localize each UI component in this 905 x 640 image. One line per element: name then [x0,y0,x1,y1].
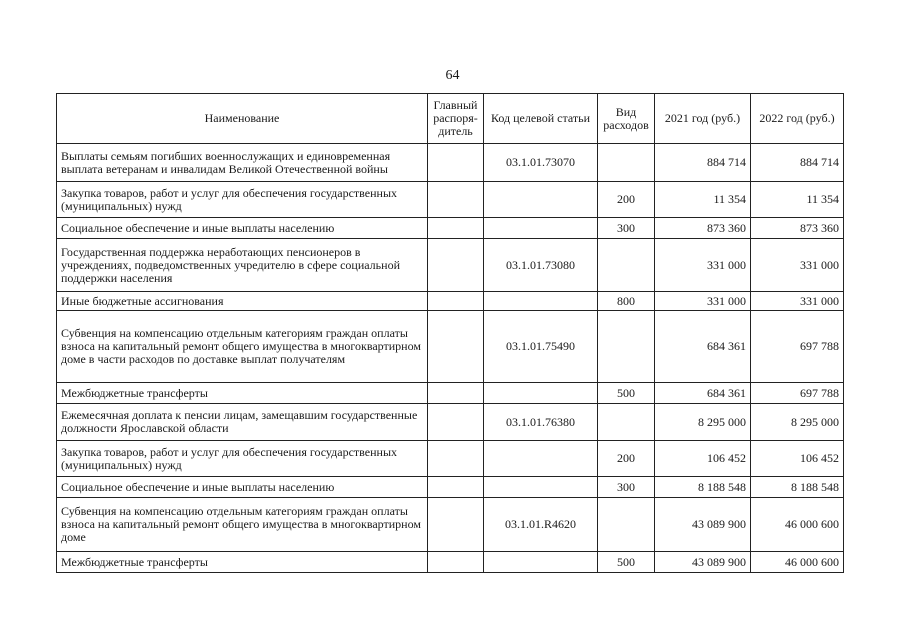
row-manager [428,311,484,383]
row-amount-2022: 331 000 [751,239,844,292]
row-amount-2021: 106 452 [655,441,751,477]
header-2022: 2022 год (руб.) [751,94,844,144]
row-amount-2021: 684 361 [655,383,751,404]
row-name: Иные бюджетные ассигнования [57,292,428,311]
row-manager [428,383,484,404]
row-manager [428,292,484,311]
row-name: Закупка товаров, работ и услуг для обеспечения государственных (муниципальных) нужд [57,182,428,218]
row-code: 03.1.01.75490 [484,311,598,383]
row-type: 500 [598,552,655,573]
row-type [598,144,655,182]
table-row [57,182,844,218]
row-amount-2022: 8 295 000 [751,404,844,441]
row-code: 03.1.01.73080 [484,239,598,292]
row-type: 200 [598,441,655,477]
row-code [484,441,598,477]
row-amount-2021: 884 714 [655,144,751,182]
header-2021: 2021 год (руб.) [655,94,751,144]
row-name: Социальное обеспечение и иные выплаты населению [57,218,428,239]
row-manager [428,477,484,498]
row-code: 03.1.01.R4620 [484,498,598,552]
row-amount-2021: 43 089 900 [655,498,751,552]
header-name: Наименование [57,94,428,144]
row-amount-2022: 46 000 600 [751,552,844,573]
row-manager [428,498,484,552]
row-type: 300 [598,477,655,498]
row-amount-2022: 106 452 [751,441,844,477]
row-type: 500 [598,383,655,404]
table-row [57,292,844,311]
header-code: Код целевой статьи [484,94,598,144]
row-manager [428,441,484,477]
row-code [484,477,598,498]
row-amount-2022: 8 188 548 [751,477,844,498]
row-amount-2022: 697 788 [751,383,844,404]
table-header-row [57,94,844,144]
row-amount-2021: 684 361 [655,311,751,383]
row-name: Закупка товаров, работ и услуг для обеспечения государственных (муниципальных) нужд [57,441,428,477]
row-amount-2021: 43 089 900 [655,552,751,573]
row-name: Государственная поддержка неработающих пенсионеров в учреждениях, подведомственных учредителю в сфере социальной поддержки населения [57,239,428,292]
budget-table [56,93,844,573]
row-name: Межбюджетные трансферты [57,383,428,404]
table-row [57,498,844,552]
row-manager [428,552,484,573]
row-amount-2022: 11 354 [751,182,844,218]
row-amount-2022: 697 788 [751,311,844,383]
table-row [57,383,844,404]
header-type: Вид расходов [598,94,655,144]
page-number: 64 [445,68,460,83]
row-code: 03.1.01.73070 [484,144,598,182]
row-type [598,498,655,552]
row-amount-2021: 8 188 548 [655,477,751,498]
row-code [484,182,598,218]
table-row [57,311,844,383]
row-manager [428,218,484,239]
row-manager [428,239,484,292]
row-type: 200 [598,182,655,218]
table-row [57,552,844,573]
row-type [598,404,655,441]
row-amount-2022: 46 000 600 [751,498,844,552]
row-amount-2021: 873 360 [655,218,751,239]
row-amount-2022: 331 000 [751,292,844,311]
row-name: Социальное обеспечение и иные выплаты населению [57,477,428,498]
table-row [57,144,844,182]
row-name: Выплаты семьям погибших военнослужащих и единовременная выплата ветеранам и инвалидам Великой Отечественной войны [57,144,428,182]
row-amount-2021: 11 354 [655,182,751,218]
table-row [57,218,844,239]
row-amount-2021: 8 295 000 [655,404,751,441]
row-manager [428,182,484,218]
row-code [484,383,598,404]
row-amount-2021: 331 000 [655,239,751,292]
table-row [57,441,844,477]
row-code [484,292,598,311]
header-manager: Главный распоря-дитель [428,94,484,144]
row-code [484,218,598,239]
row-type [598,311,655,383]
row-manager [428,404,484,441]
row-amount-2022: 873 360 [751,218,844,239]
table-row [57,477,844,498]
row-name: Субвенция на компенсацию отдельным категориям граждан оплаты взноса на капитальный ремонт общего имущества в многоквартирном доме [57,498,428,552]
row-amount-2022: 884 714 [751,144,844,182]
row-manager [428,144,484,182]
row-code: 03.1.01.76380 [484,404,598,441]
row-name: Межбюджетные трансферты [57,552,428,573]
row-type: 300 [598,218,655,239]
row-name: Субвенция на компенсацию отдельным категориям граждан оплаты взноса на капитальный ремонт общего имущества в многоквартирном доме в части расходов по доставке выплат получателям [57,311,428,383]
row-amount-2021: 331 000 [655,292,751,311]
row-type: 800 [598,292,655,311]
row-code [484,552,598,573]
row-type [598,239,655,292]
table-row [57,404,844,441]
row-name: Ежемесячная доплата к пенсии лицам, замещавшим государственные должности Ярославской области [57,404,428,441]
table-row [57,239,844,292]
